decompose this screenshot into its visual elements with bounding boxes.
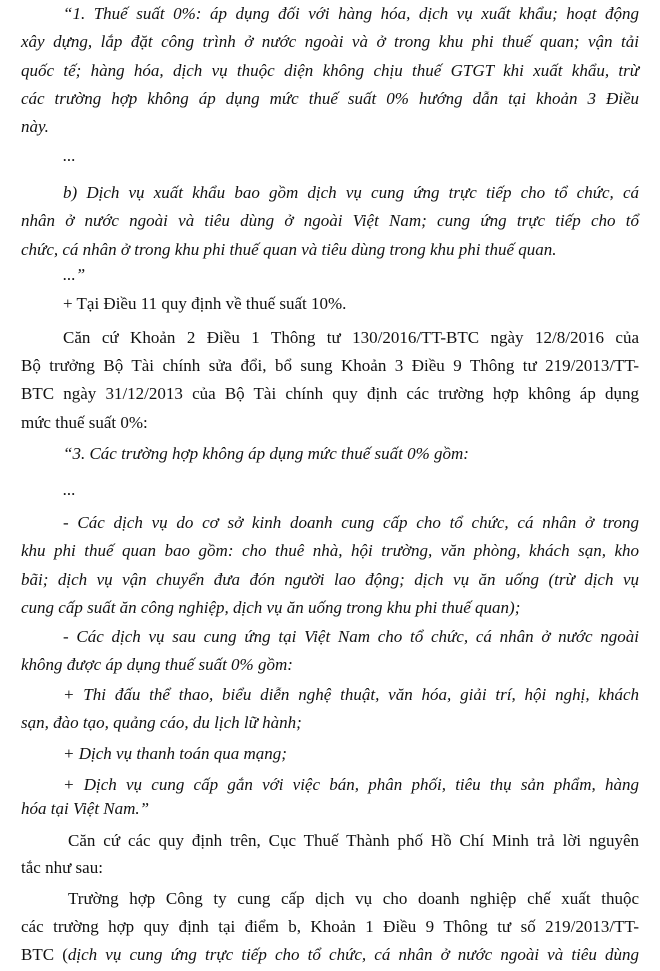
answer-line-2: các trường hợp quy định tại điểm b, Khoản 1 Điều 9 Thông tư số 219/2013/TT-	[21, 917, 639, 936]
answer-line-3-italic: dịch vụ cung ứng trực tiếp cho tổ chức, cá nhân ở nước ngoài và tiêu dùng	[67, 945, 639, 964]
answer-intro-line-1: Căn cứ các quy định trên, Cục Thuế Thành phố Hồ Chí Minh trả lời nguyên	[68, 831, 639, 850]
basis-line-1: Căn cứ Khoản 2 Điều 1 Thông tư 130/2016/TT-BTC ngày 12/8/2016 của	[63, 328, 639, 347]
quote1-line-1: “1. Thuế suất 0%: áp dụng đối với hàng hóa, dịch vụ xuất khẩu; hoạt động	[63, 4, 639, 23]
answer-intro-line-2: tắc như sau:	[21, 858, 103, 877]
quote2-heading: “3. Các trường hợp không áp dụng mức thuế suất 0% gồm:	[63, 444, 469, 463]
quote2-ellipsis: ...	[63, 480, 76, 499]
item1-line-3: bãi; dịch vụ vận chuyển đưa đón người lao động; dịch vụ ăn uống (trừ dịch vụ	[21, 570, 639, 589]
quote1-line-5: này.	[21, 117, 49, 136]
item1-line-1: - Các dịch vụ do cơ sở kinh doanh cung cấp cho tổ chức, cá nhân ở trong	[63, 513, 639, 532]
item2-line-2: không được áp dụng thuế suất 0% gồm:	[21, 655, 293, 674]
sub1-line-1: + Thi đấu thể thao, biểu diễn nghệ thuật, văn hóa, giải trí, hội nghị, khách	[63, 685, 639, 704]
sub3-line-2: hóa tại Việt Nam.”	[21, 799, 150, 818]
quote1-ellipsis-end: ...”	[63, 265, 86, 284]
item1-line-4: cung cấp suất ăn công nghiệp, dịch vụ ăn uống trong khu phi thuế quan);	[21, 598, 521, 617]
point-b-line-3: chức, cá nhân ở trong khu phi thuế quan và tiêu dùng trong khu phi thuế quan.	[21, 240, 557, 259]
item1-line-2: khu phi thuế quan bao gồm: cho thuê nhà, hội trường, văn phòng, khách sạn, kho	[21, 541, 639, 560]
basis-line-3: BTC ngày 31/12/2013 của Bộ Tài chính quy định các trường hợp không áp dụng	[21, 384, 639, 403]
sub1-line-2: sạn, đào tạo, quảng cáo, du lịch lữ hành;	[21, 713, 302, 732]
sub3-line-1: + Dịch vụ cung cấp gắn với việc bán, phân phối, tiêu thụ sản phẩm, hàng	[63, 775, 639, 794]
quote1-line-2: xây dựng, lắp đặt công trình ở nước ngoài và ở trong khu phi thuế quan; vận tải	[21, 32, 639, 51]
article-11-note: + Tại Điều 11 quy định về thuế suất 10%.	[63, 294, 347, 313]
item2-line-1: - Các dịch vụ sau cung ứng tại Việt Nam cho tổ chức, cá nhân ở nước ngoài	[63, 627, 639, 646]
basis-line-4: mức thuế suất 0%:	[21, 413, 148, 432]
quote1-line-3: quốc tế; hàng hóa, dịch vụ thuộc diện không chịu thuế GTGT khi xuất khẩu, trừ	[21, 61, 639, 80]
sub2-line: + Dịch vụ thanh toán qua mạng;	[63, 744, 287, 763]
basis-line-2: Bộ trưởng Bộ Tài chính sửa đổi, bổ sung Khoản 3 Điều 9 Thông tư 219/2013/TT-	[21, 356, 639, 375]
answer-line-3: BTC (dịch vụ cung ứng trực tiếp cho tổ chức, cá nhân ở nước ngoài và tiêu dùng	[21, 945, 639, 964]
quote1-ellipsis: ...	[63, 146, 76, 165]
quote1-line-4: các trường hợp không áp dụng mức thuế suất 0% hướng dẫn tại khoản 3 Điều	[21, 89, 639, 108]
answer-line-1: Trường hợp Công ty cung cấp dịch vụ cho doanh nghiệp chế xuất thuộc	[68, 889, 639, 908]
point-b-line-2: nhân ở nước ngoài và tiêu dùng ở ngoài Việt Nam; cung ứng trực tiếp cho tổ	[21, 211, 639, 230]
point-b-line-1: b) Dịch vụ xuất khẩu bao gồm dịch vụ cung ứng trực tiếp cho tổ chức, cá	[63, 183, 639, 202]
